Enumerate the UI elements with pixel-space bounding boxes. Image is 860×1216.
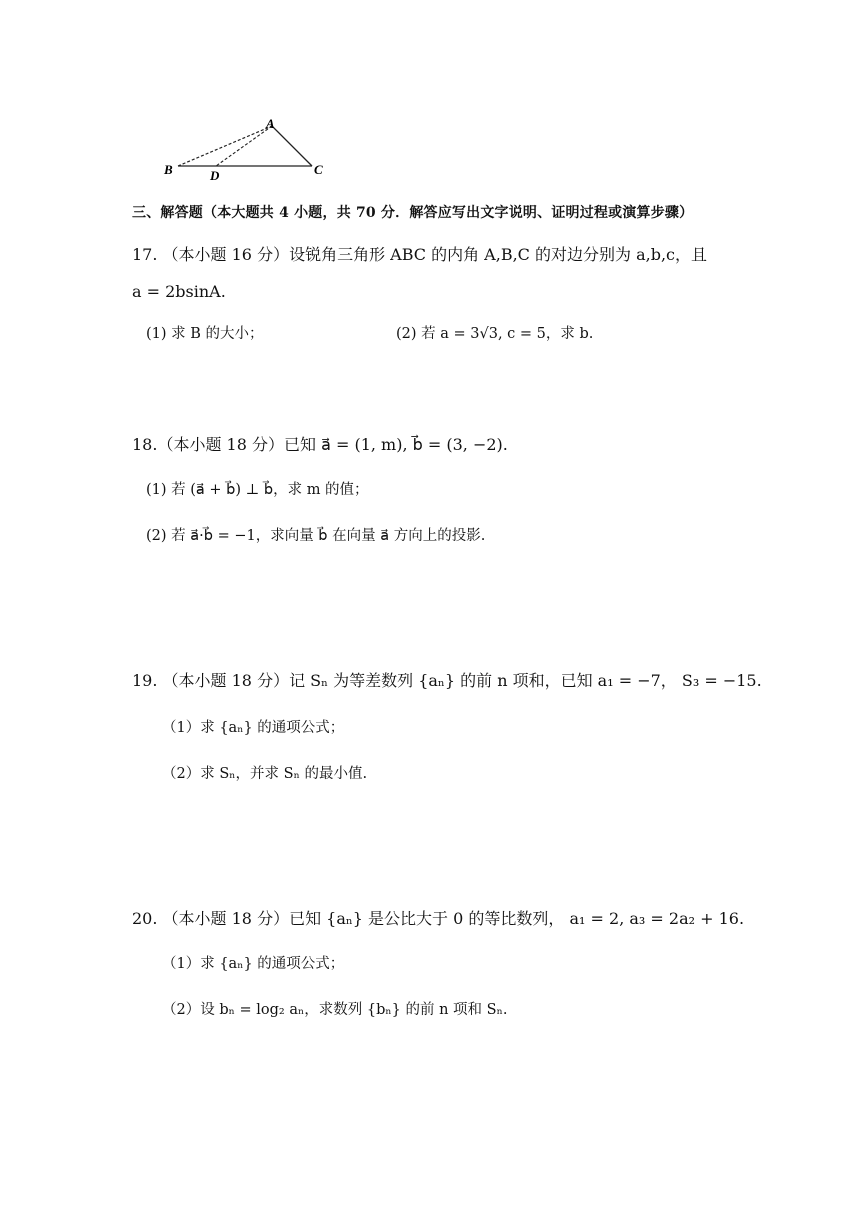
problem-17-part2: (2) 若 a = 3√3, c = 5，求 b.	[396, 326, 594, 342]
problem-19-part1: （1）求 {aₙ} 的通项公式；	[162, 720, 345, 736]
segment-ac	[272, 126, 312, 166]
label-d: D	[210, 168, 220, 182]
problem-18-part1: (1) 若 (a⃗ + b⃗) ⊥ b⃗，求 m 的值；	[146, 482, 369, 498]
problem-20-part2: （2）设 bₙ = log₂ aₙ，求数列 {bₙ} 的前 n 项和 Sₙ.	[162, 1002, 508, 1018]
problem-20-part1: （1）求 {aₙ} 的通项公式；	[162, 956, 345, 972]
problem-20-line1: 20. （本小题 18 分）已知 {aₙ} 是公比大于 0 的等比数列， a₁ = 2, a₃ = 2a₂ + 16.	[132, 909, 745, 928]
problem-17-part1: (1) 求 B 的大小；	[146, 326, 264, 342]
problem-18-part2: (2) 若 a⃗·b⃗ = −1，求向量 b⃗ 在向量 a⃗ 方向上的投影.	[146, 528, 486, 544]
label-c: C	[314, 162, 323, 177]
label-b: B	[164, 162, 173, 177]
problem-19-part2: （2）求 Sₙ，并求 Sₙ 的最小值.	[162, 766, 368, 782]
triangle-figure	[160, 112, 340, 182]
label-a: A	[266, 116, 275, 131]
section-header: 三、解答题（本大题共 4 小题，共 70 分．解答应写出文字说明、证明过程或演算步骤）	[132, 205, 694, 221]
problem-17-line2: a = 2bsinA.	[132, 282, 226, 301]
segment-ba	[178, 126, 272, 166]
problem-19-line1: 19. （本小题 18 分）记 Sₙ 为等差数列 {aₙ} 的前 n 项和，已知 a₁ = −7， S₃ = −15.	[132, 671, 762, 690]
problem-17-line1: 17. （本小题 16 分）设锐角三角形 ABC 的内角 A,B,C 的对边分别为 a,b,c，且	[132, 245, 707, 264]
problem-18-line1: 18.（本小题 18 分）已知 a⃗ = (1, m), b⃗ = (3, −2).	[132, 435, 508, 454]
